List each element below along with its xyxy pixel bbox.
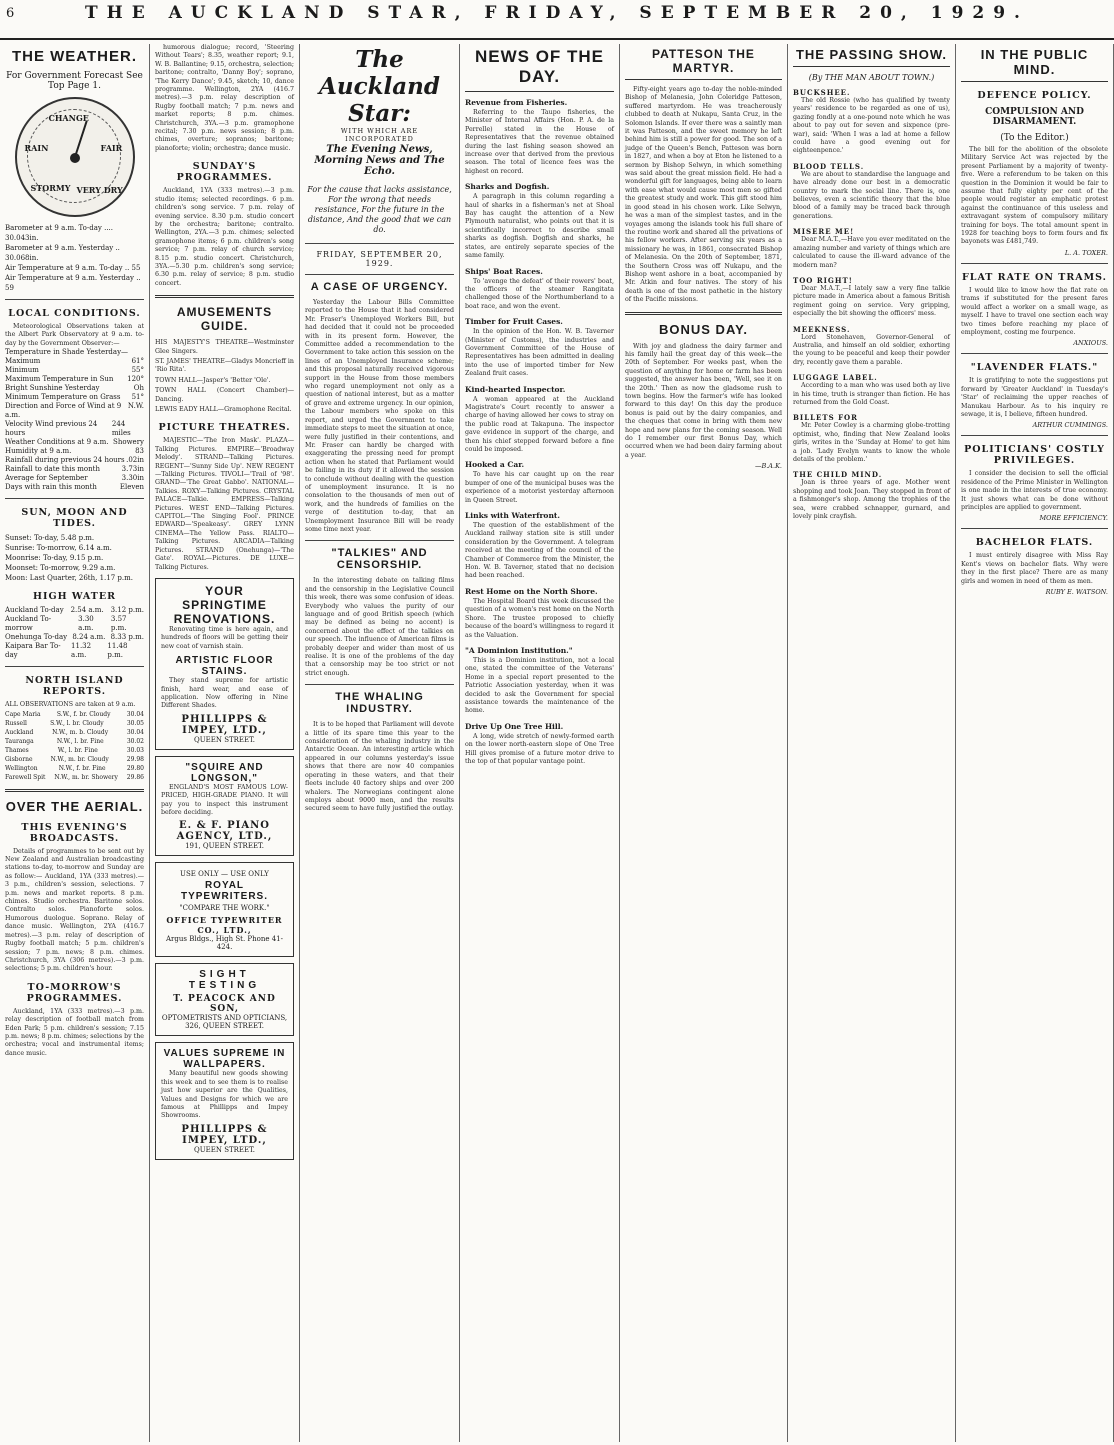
letter-title: "LAVENDER FLATS."	[970, 362, 1099, 374]
aerial-subtitle: THIS EVENING'S BROADCASTS.	[21, 821, 128, 844]
news-text: To have his car caught up on the rear bumper of one of the municipal buses was the experience of a motorist yesterday afternoon in Queen Street.	[465, 471, 614, 504]
letter-text: It is gratifying to note the suggestions put forward by 'Greater Auckland' in Tuesday's 'Star' of reclaiming the upper reaches of Manukau Harbour. As to his inquiry re sewage, it is, I believe, fifteen hundred.	[961, 377, 1108, 418]
ad-address: 191, QUEEN STREET.	[185, 842, 264, 851]
ad-wallpapers	[155, 1042, 294, 1159]
row-value: 51°	[131, 393, 144, 402]
row-label: Minimum	[5, 366, 39, 375]
news-subhead: Revenue from Fisheries.	[465, 98, 568, 107]
ad-floor-stains	[155, 578, 294, 750]
weather-title: THE WEATHER.	[11, 48, 138, 65]
table-row	[5, 615, 144, 633]
column-news	[460, 44, 620, 1442]
row-label: Maximum Temperature in Sun	[5, 375, 114, 384]
item-text: Dear M.A.T.,—Have you ever meditated on the amazing number and variety of things which are calculated to cause the ill-ward advance of the modern man?	[793, 236, 950, 269]
ad-text: Renovating time is here again, and hundreds of floors will be getting their new coat of varnish stain.	[161, 625, 288, 650]
item-text: The old Rossie (who has qualified by twenty years' residence to be regarded as one of us), gazing fondly at a one-pound note which he was about to pay out for seven and sixpence (pre-war), said: 'When I was a lad at home a fellow could have a good evening out for eighteenpence.'	[793, 97, 950, 155]
row-value: 244 miles	[111, 420, 131, 438]
table-row	[5, 366, 144, 375]
news-text: Referring to the Taupo fisheries, the Minister of Internal Affairs (Hon. P. A. de la Perrelle) stated in the House of Representatives that the revenue obtained during the last fishing season showed an increase over that derived from the previous season. The total of licence fees was the highest on record.	[465, 109, 614, 175]
barometer-label-rain: RAIN	[24, 143, 49, 153]
reading-line: Air Temperature at 9 a.m. To-day .. 55	[5, 264, 141, 272]
row-value: 83	[135, 447, 144, 456]
passing-show-items	[793, 88, 950, 521]
table-cell: S.W., l. br. Cloudy	[50, 719, 104, 727]
divider	[5, 666, 144, 667]
ad-sight-testing	[155, 963, 294, 1036]
column-programmes	[150, 44, 300, 1442]
motto: For the cause that lacks assistance, For the wrong that needs resistance, For the future in the distance, And the good that we can do.	[307, 185, 452, 234]
editorial-title: A CASE OF URGENCY.	[310, 281, 449, 293]
table-cell: 30.04	[126, 728, 144, 736]
letter-signature: RUBY E. WATSON.	[1045, 588, 1108, 596]
row-label: Days with rain this month	[5, 483, 97, 492]
table-cell: 11.32 a.m.	[71, 642, 92, 660]
item-text: Dear M.A.T.,—I lately saw a very fine talkie picture made in America about a famous British regiment going on service. Very gripping, especially the bit showing the officers' mess.	[793, 284, 950, 318]
page-number: 6	[6, 6, 15, 21]
divider	[305, 243, 454, 244]
barometer-label-very-dry: VERY DRY	[76, 185, 123, 195]
divider	[5, 498, 144, 499]
row-label: Velocity Wind previous 24 hours	[5, 420, 98, 438]
editorial-title: "TALKIES" AND CENSORSHIP.	[331, 547, 428, 572]
ad-title: SIGHT TESTING	[188, 969, 261, 992]
divider	[305, 684, 454, 685]
news-title: NEWS OF THE DAY.	[465, 47, 614, 92]
editorial-title: THE WHALING INDUSTRY.	[335, 691, 424, 716]
item-text: Mr. Peter Cowley is a charming globe-trotting optimist, who, finding that New Zealand looks girls, writes in the 'Sunday at Home' to get him a job. 'Lady Evelyn wants to know the whole details of the problem.'	[793, 422, 950, 463]
passing-show-title: THE PASSING SHOW.	[793, 47, 950, 67]
reports-note: ALL OBSERVATIONS are taken at 9 a.m.	[5, 701, 136, 709]
news-text: The question of the establishment of the Auckland railway station site is still under consideration by the Government. A telegram received at the meeting of the council of the Chamber of Commerce from the Minister, the Hon. W. B. Taverner, stated that no decision had been reached.	[465, 522, 614, 580]
letter-signature: ARTHUR CUMMINGS.	[1032, 421, 1108, 430]
letter-to-editor: (To the Editor.)	[1000, 133, 1069, 143]
table-cell: 30.05	[126, 719, 144, 727]
divider	[155, 295, 294, 298]
ad-address: Argus Bldgs., High St. Phone 41-424.	[165, 935, 284, 952]
letter-title: DEFENCE POLICY.	[977, 90, 1092, 101]
column-editorial	[300, 44, 460, 1442]
table-cell: N.W., m. br. Cloudy	[50, 755, 109, 763]
table-row	[5, 633, 144, 642]
editorial-text: It is to be hoped that Parliament will devote a little of its spare time this year to the consideration of the whaling industry in the Antarctic Ocean. An interesting article which appeared in our columns yesterday's issue shows that there are now 40 companies operating in these waters, and that their fleets include 40 factory ships and over 200 whalers. The Norwegians contingent alone employs about 9000 men, and the results secured seem to have fully justified the outlay.	[305, 721, 454, 813]
letter-text: I would like to know how the flat rate on trams if substituted for the present fares would affect a worker on a small wage, as myself. I have to travel one section each way two times before reaching my place of employment, costing me fourpence.	[961, 286, 1108, 336]
table-cell: 11.48 p.m.	[107, 642, 128, 660]
letter-title: FLAT RATE ON TRAMS.	[962, 271, 1107, 283]
row-label: Direction and Force of Wind at 9 a.m.	[5, 402, 122, 420]
table-cell: Onehunga To-day	[5, 633, 68, 642]
reading-line: Air Temperature at 9 a.m. Yesterday .. 59	[5, 274, 141, 292]
amusements-title: AMUSEMENTS GUIDE.	[176, 305, 273, 334]
public-mind-title: IN THE PUBLIC MIND.	[961, 47, 1108, 82]
side-heading: MEEKNESS.	[793, 324, 851, 334]
pictures-title: PICTURE THEATRES.	[158, 422, 291, 434]
news-subhead: "A Dominion Institution."	[465, 645, 573, 655]
side-heading: THE CHILD MIND.	[793, 470, 883, 480]
row-value: 3.73in	[121, 465, 144, 474]
dateline: FRIDAY, SEPTEMBER 20, 1929.	[316, 250, 443, 268]
list-item: TOWN HALL (Concert Chamber)—Dancing.	[155, 387, 294, 403]
news-text: This is a Dominion institution, not a local one, stated the committee of the Veterans' Home in a special report presented to the Patriotic Association yesterday, when it was decided to ask the Government for special assistance towards the maintenance of the home.	[465, 656, 614, 715]
local-conditions-table	[5, 348, 144, 492]
table-row	[5, 710, 144, 719]
table-cell: Auckland To-morrow	[5, 615, 52, 633]
ad-body: They stand supreme for artistic finish, hard wear, and ease of application. Now offering in Nine Different Shades.	[161, 677, 288, 710]
table-row	[5, 606, 144, 615]
table-cell: Cape Maria	[5, 710, 41, 718]
divider	[5, 789, 144, 792]
ad-head: ROYAL TYPEWRITERS.	[180, 880, 268, 903]
barometer-hub	[70, 153, 80, 163]
table-row	[5, 728, 144, 737]
table-cell: 3.12 p.m.	[110, 606, 144, 615]
column-weather	[0, 44, 150, 1442]
table-row	[5, 465, 144, 474]
table-cell: N.W., l. br. Fine	[56, 737, 104, 745]
ad-title: YOUR SPRINGTIME RENOVATIONS.	[173, 583, 276, 626]
side-heading: TOO RIGHT!	[793, 275, 853, 285]
ad-title: "SQUIRE AND LONGSON,"	[185, 761, 264, 784]
letter-title: POLITICIANS' COSTLY PRIVILEGES.	[964, 444, 1105, 467]
side-heading: BUCKSHEE.	[793, 88, 851, 97]
row-label: Rainfall to date this month	[5, 465, 100, 474]
table-cell: Wellington	[5, 764, 38, 772]
news-text: A long, wide stretch of newly-formed earth on the lower north-eastern slope of One Tree Hill gives promise of a future motor drive to the top of that popular vantage point.	[465, 732, 614, 765]
table-cell: Russell	[5, 719, 27, 727]
list-item: HIS MAJESTY'S THEATRE—Westminster Glee Singers.	[155, 339, 294, 355]
table-row	[5, 746, 144, 755]
reading-line: Barometer at 9 a.m. Yesterday .. 30.068in.	[5, 244, 120, 262]
table-row	[5, 483, 144, 492]
side-heading: BLOOD TELLS.	[793, 161, 865, 171]
ad-firm: PHILLIPPS & IMPEY, LTD.,	[181, 1123, 268, 1146]
ad-firm: E. & F. PIANO AGENCY, LTD.,	[176, 820, 273, 843]
table-cell: 29.80	[126, 764, 144, 772]
table-row	[5, 384, 144, 393]
radio-text: humorous dialogue; record, 'Steering Without Tears'; 8.35, weather report; 9.1, W. B. Ballantine; 9.15, orchestra, selection; baritone; contralto, 'Danny Boy'; soprano, 'The Kerry Dance'; 9.45, sketch; 10, dance programme. Wellington, 2YA (416.7 metres).—3 p.m. relay description of Rugby football match; 7 p.m. news and market reports; 8 p.m. chimes. Christchurch, 3YA.—3 p.m. gramophone recital; 7.30 p.m. news session; 8 p.m. chimes, overture; sopranos; baritone; pianoforte; violin; orchestra; dance music.	[155, 44, 294, 152]
ad-firm: PHILLIPPS & IMPEY, LTD.,	[181, 713, 268, 736]
table-cell: 8.24 a.m.	[72, 633, 106, 642]
row-label: Bright Sunshine Yesterday	[5, 384, 100, 393]
ad-text: OPTOMETRISTS AND OPTICIANS, 326, QUEEN STREET.	[161, 1014, 288, 1031]
news-subhead: Timber for Fruit Cases.	[465, 317, 563, 327]
letter-text: I consider the decision to sell the official residence of the Prime Minister in Wellington is one made in the interests of true economy. It just shows what can be done without principles are applied to government.	[961, 470, 1108, 511]
list-item: LEWIS EADY HALL—Gramophone Recital.	[155, 406, 292, 413]
divider	[961, 528, 1108, 529]
divider	[625, 312, 782, 315]
divider	[961, 263, 1108, 264]
table-cell: 3.57 p.m.	[110, 615, 127, 633]
table-row	[5, 402, 144, 420]
bonus-signature: —B.A.K.	[754, 462, 782, 471]
forecast-note: For Government Forecast See Top Page 1.	[6, 71, 143, 91]
side-heading: BILLETS FOR	[793, 413, 858, 423]
row-label: Temperature in Shade Yesterday—	[5, 348, 129, 357]
row-value: 120°	[127, 375, 144, 384]
divider	[961, 435, 1108, 436]
item-text: Joan is three years of age. Mother went shopping and took Joan. They stopped in front of a fishmonger's shop. Among the trophies of the sea, were crabbed schnapper, gurnard, and lovely pink crayfish.	[793, 479, 950, 521]
high-water-title: HIGH WATER	[33, 591, 116, 603]
north-island-table	[5, 710, 144, 782]
news-subhead: Drive Up One Tree Hill.	[465, 721, 564, 731]
list-item: Moonset: To-morrow, 9.29 a.m.	[5, 564, 116, 573]
news-subhead: Rest Home on the North Shore.	[465, 586, 598, 596]
list-item: Sunset: To-day, 5.48 p.m.	[5, 534, 95, 543]
news-subhead: Ships' Boat Races.	[465, 266, 543, 276]
table-cell: 2.54 a.m.	[70, 606, 104, 615]
news-items	[465, 98, 614, 766]
editorial-text: In the interesting debate on talking films and the censorship in the Legislative Council this week, there was some confusion of ideas. Everybody who values the purity of our language and of good British speech (which may be defined as being no accent) is concerned about the effect of the talkies on our speech. The influence of American films is probably deeper and wider than most of us realise. It is one of the problems of the day that a censorship may be too strict or not strict enough.	[305, 577, 454, 677]
nameplate: The Auckland Star:	[319, 46, 440, 127]
table-row	[5, 773, 144, 782]
list-item: Moonrise: To-day, 9.15 p.m.	[5, 554, 104, 563]
table-cell: 30.02	[126, 737, 144, 745]
letter-signature: MORE EFFICIENCY.	[1039, 514, 1108, 523]
column-public-mind	[956, 44, 1114, 1442]
divider	[961, 353, 1108, 354]
letter-signature: L. A. TOXER.	[1064, 248, 1108, 257]
row-value: .02in	[126, 456, 144, 465]
north-island-title: NORTH ISLAND REPORTS.	[25, 675, 124, 698]
high-water-table	[5, 606, 144, 660]
table-cell: 3.30 a.m.	[78, 615, 94, 633]
letter-signature: ANXIOUS.	[1073, 339, 1108, 348]
row-value: Showery	[113, 438, 144, 447]
row-label: Maximum	[5, 357, 41, 366]
news-text: A paragraph in this column regarding a haul of sharks in a fisherman's net at Shoal Bay has caught the attention of a New Plymouth naturalist, who points out that it is scientifically incorrect to describe small sharks as dogfish. Dogfish and sharks, he states, are entirely separate species of the same family.	[465, 193, 614, 260]
sun-moon-title: SUN, MOON AND TIDES.	[21, 507, 128, 530]
news-subhead: Links with Waterfront.	[465, 511, 560, 521]
news-text: To 'avenge the defeat' of their rowers' boat, the officers of the steamer Rangitata challenged those of the Northumberland to a boat race, and won the event.	[465, 277, 614, 310]
ad-sub: "COMPARE THE WORK."	[179, 904, 270, 913]
ad-piano	[155, 756, 294, 857]
patteson-title: PATTESON THE MARTYR.	[625, 47, 782, 80]
tomorrow-title: TO-MORROW'S PROGRAMMES.	[26, 981, 123, 1004]
row-value: 55°	[131, 366, 144, 375]
nameplate-with: WITH WHICH ARE INCORPORATED	[340, 127, 419, 143]
table-cell: N.W., m. br. Showery	[54, 773, 118, 781]
list-item: Sunrise: To-morrow, 6.14 a.m.	[5, 544, 112, 553]
table-cell: Gisborne	[5, 755, 33, 763]
local-conditions-title: LOCAL CONDITIONS.	[8, 308, 141, 319]
list-item: ST. JAMES' THEATRE—Gladys Moncrieff in 'Rio Rita'.	[155, 357, 294, 374]
barometer-label-fair: FAIR	[100, 143, 123, 153]
barometer-label-change: CHANGE	[48, 113, 89, 123]
bonus-text: With joy and gladness the dairy farmer and his family hail the great day of this week—the 20th of September. For weeks past, when the question of anything for home or farm has been suggested, the answer has been, 'Well, see it on the 20th.' Then as now the gladsome rush to town begins. How the farmer's wife has looked forward to this day! On this day the produce bonus is paid out by the dairy companies, and the cheques that come in bring with them new hope and new plans for the coming season. Well do I remember our first Bonus Day, which occurred when we had been dairy farming about a year.	[625, 342, 782, 459]
sunday-title: SUNDAY'S PROGRAMMES.	[176, 161, 273, 184]
news-subhead: Kind-hearted Inspector.	[465, 384, 566, 394]
row-value: Oh	[133, 384, 144, 393]
amusements-list	[155, 339, 294, 414]
table-cell: Thames	[5, 746, 29, 754]
side-heading: MISERE ME!	[793, 227, 855, 237]
letter-title: BACHELOR FLATS.	[975, 537, 1094, 549]
row-label: Rainfall during previous 24 hours	[5, 456, 125, 465]
row-label: Weather Conditions at 9 a.m.	[5, 438, 109, 447]
ad-address: QUEEN STREET.	[193, 735, 256, 744]
sunday-text: Auckland, 1YA (333 metres).—3 p.m. studio items; selected recordings. 6 p.m. children's song service. 7 p.m. relay of evening service. 8.30 p.m. studio concert by the orchestra; baritone; contralto. Wellington, 2YA.—3 p.m. chimes; selected gramophone items; 6 p.m. children's song service; 7 p.m. relay of church service; 8.15 p.m. studio concert. Christchurch, 3YA.—5.30 p.m. children's song service; 6.30 p.m. relay of service; 8 p.m. studio concert.	[155, 187, 294, 287]
table-cell: S.W., f. br. Cloudy	[56, 710, 111, 718]
table-cell: 29.86	[126, 773, 144, 781]
table-cell: W., l. br. Fine	[57, 746, 98, 754]
table-row	[5, 357, 144, 366]
table-cell: Auckland	[5, 728, 34, 736]
local-conditions-text: Meteorological Observations taken at the Albert Park Observatory at 9 a.m. to-day by the Government Observer:—	[5, 323, 144, 347]
table-row	[5, 755, 144, 764]
table-row	[5, 447, 144, 456]
letter-subtitle: COMPULSION AND DISARMAMENT.	[985, 107, 1084, 127]
table-row	[5, 456, 144, 465]
aerial-title: OVER THE AERIAL.	[5, 798, 144, 814]
ad-firm: T. PEACOCK AND SON,	[173, 994, 276, 1015]
news-text: In the opinion of the Hon. W. B. Taverner (Minister of Customs), the industries and Government Committee of the House of Representatives has been admitted in dealing into the use of imported timber for New Zealand fruit cases.	[465, 328, 614, 378]
row-label: Humidity at 9 a.m.	[5, 447, 72, 456]
table-row	[5, 737, 144, 746]
divider	[305, 540, 454, 541]
news-subhead: Sharks and Dogfish.	[465, 182, 550, 192]
tomorrow-text: Auckland, 1YA (333 metres).—3 p.m. relay description of football match from Eden Park; 5 p.m. children's session; 7.15 p.m. news; 8 p.m. chimes; selections by the orchestra; vocal and instrumental items; dance music.	[5, 1007, 144, 1057]
item-text: Lord Stonehaven, Governor-General of Australia, and himself an old soldier, exhorting the young to be peaceful and keep their powder dry, recently gave them a parable.	[793, 333, 950, 366]
patteson-text: Fifty-eight years ago to-day the noble-minded Bishop of Melanesia, John Coleridge Patteson, suffered martyrdom. He was treacherously clubbed to death at Nukapu, Santa Cruz, in the Solomon Islands. If ever there was a saintly man it was Patteson, and the sweet memory he left behind him is still a power for good. The son of a judge of the Queen's Bench, Patteson was born in 1827, and when a boy at Eton he listened to a sermon by Bishop Selwyn, in which something was said about the great mission field. He had a wonderful gift for languages, being able to learn with ease what would cause most men so gifted the greatest study and work. This gift stood him in good stead in his chosen work. Like Selwyn, he was a man of the simplest tastes, and in the voyages among the islands took his full share of the routine work and shared all the privations of his fellow workers. After serving six years as a missionary he was, in 1861, consecrated Bishop of Melanesia. On the 20th of September, 1871, the Southern Cross was off Nukapu, and the Bishop went ashore in a boat, accompanied by Mr. Atkin and four natives. The story of his death is one of the most pathetic in the history of the Pacific missions.	[625, 86, 782, 304]
news-text: The Hospital Board this week discussed the question of a women's rest home on the North Shore. The trustee proposed to chiefly because of the board's willingness to regard it as the Valuation.	[465, 597, 614, 639]
ad-text: Many beautiful new goods showing this week and to see them is to realise just how superior are the Qualities, Values and Designs for which we are famous at Phillipps and Impey Showrooms.	[161, 1070, 288, 1120]
aerial-text: Details of programmes to be sent out by New Zealand and Australian broadcasting stations to-day, to-morrow and Sunday are as follow:— Auckland, 1YA (333 metres).—3 p.m., children's session, selections. 7 p.m. news and market reports. 8 p.m. chimes. Studio orchestra. Baritone solos. Contralto solos. Pianoforte solos. Humorous duologue. Soprano. Relay of dance music. Wellington, 2YA (416.7 metres).—3 p.m. relay of description of Rugby football match; 5 p.m. children's session; 7 p.m. news; 8 p.m. chimes. Christchurch, 3YA (306 metres).—3 p.m. selections; 5 p.m. children's hour.	[5, 847, 144, 973]
column-patteson	[620, 44, 788, 1442]
list-item: TOWN HALL—Jasper's 'Better 'Ole'.	[155, 376, 271, 384]
table-cell: 30.04	[126, 710, 144, 718]
passing-show-byline: (By THE MAN ABOUT TOWN.)	[808, 73, 935, 82]
news-text: A woman appeared at the Auckland Magistrate's Court recently to answer a charge of having allowed her cows to stray on the public road at Takapuna. The inspector gave evidence in support of the charge, and then his chief stepped forward before a fine could be imposed.	[465, 395, 614, 453]
news-subhead: Hooked a Car.	[465, 460, 525, 470]
table-row	[5, 764, 144, 773]
row-label: Minimum Temperature on Grass	[5, 393, 121, 402]
side-heading: LUGGAGE LABEL.	[793, 373, 878, 383]
divider	[305, 274, 454, 275]
table-cell: Farewell Spit	[5, 773, 46, 781]
table-row	[5, 642, 144, 660]
barometer-label-stormy: STORMY	[30, 183, 71, 193]
ad-title: VALUES SUPREME IN WALLPAPERS.	[163, 1048, 286, 1071]
ad-typewriters	[155, 862, 294, 957]
table-cell: Tauranga	[5, 737, 34, 745]
list-item: Moon: Last Quarter, 26th, 1.17 p.m.	[5, 574, 133, 583]
letter-text: I must entirely disagree with Miss Ray Kent's views on bachelor flats. Why were they in the first place? There are as many girls and women in need of them as men.	[961, 552, 1108, 585]
item-text: We are about to standardise the language and have already done our best in a democratic country to mark the social line. There is, one believes, even a scientific theory that the blue blood of a family may be traced back through generations.	[793, 170, 950, 220]
row-value: Eleven	[119, 483, 144, 492]
row-value: 61°	[131, 357, 144, 366]
table-row	[5, 474, 144, 483]
ad-firm: OFFICE TYPEWRITER CO., LTD.,	[166, 915, 283, 936]
sun-moon-list	[5, 533, 144, 583]
table-cell: N.W., f. br. Fine	[58, 764, 106, 772]
reading-line: Barometer at 9 a.m. To-day .... 30.043in.	[5, 224, 114, 242]
ad-address: QUEEN STREET.	[193, 1145, 256, 1154]
table-row	[5, 420, 144, 438]
table-row	[5, 393, 144, 402]
paper-title: THE AUCKLAND STAR, FRIDAY, SEPTEMBER 20, 1929.	[85, 3, 1029, 23]
table-cell: Auckland To-day	[5, 606, 64, 615]
table-row	[5, 375, 144, 384]
bonus-title: BONUS DAY.	[659, 321, 748, 337]
item-text: According to a man who was used both ay live in his time, truth is stranger than fiction. He has returned from the Gold Coast.	[793, 382, 950, 406]
ad-title: USE ONLY — USE ONLY	[180, 870, 269, 879]
row-label: Average for September	[5, 474, 88, 483]
table-row	[5, 719, 144, 728]
divider	[5, 299, 144, 300]
pictures-text: MAJESTIC—'The Iron Mask'. PLAZA—Talking Pictures. EMPIRE—'Broadway Melody'. STRAND—Talking Pictures. REGENT—'Sunny Side Up'. NEW REGENT—Talking Pictures. TIVOLI—'Trail of '98'. GRAND—'The Great Gabbo'. NATIONAL—Talkies. ROXY—Talking Pictures. CRYSTAL PALACE—Talkie. EMPRESS—Talking Pictures. WEST END—Talking Pictures. CAPITOL—'The Singing Fool'. PRINCE EDWARD—'Speakeasy'. GREY LYNN CINEMA—The Yellow Pass. RIALTO—Talking Pictures. ARCADIA—Talking Pictures. STRAND (Onehunga)—'The Gate'. ROYAL—Pictures. DE LUXE—Talking Pictures.	[155, 437, 294, 571]
column-passing-show	[788, 44, 956, 1442]
barometer-readings	[5, 223, 144, 293]
table-cell: 8.33 p.m.	[110, 633, 144, 642]
table-cell: N.W., m. b. Cloudy	[52, 728, 109, 736]
table-cell: Kaipara Bar To-day	[5, 642, 61, 660]
table-row	[5, 438, 144, 447]
barometer-dial	[15, 97, 135, 217]
row-value: 3.30in	[121, 474, 144, 483]
ad-head: ARTISTIC FLOOR STAINS.	[175, 655, 274, 678]
table-cell: 30.03	[126, 746, 144, 754]
table-cell: 29.98	[126, 755, 144, 763]
ad-text: ENGLAND'S MOST FAMOUS LOW-PRICED, HIGH-GRADE PIANO. It will pay you to inspect this instrument before deciding.	[161, 783, 288, 816]
row-value: N.W.	[127, 402, 144, 411]
editorial-text: Yesterday the Labour Bills Committee reported to the House that it had considered Mr. Fraser's Unemployed Workers Bill, but had decided that it could not be proceeded with in its present form. However, the Committee added a recommendation to the Government to take action this session on the lines of an Unemployed Insurance scheme; and this proposal naturally received vigorous support in the House from those members who regard unemployment not only as a question of national interest, but as a matter of grave and extreme urgency. In our opinion, the Labour members who spoke on this report, and urged the Government to take immediate steps to meet the situation at once, were fully justified in their contentions, and Mr. Fraser can hardly be charged with exaggerating the pressing need for prompt action when he stated that Parliament would be failing in its duty if it allowed the session to conclude without dealing with the question of unemployment insurance. It is no consolation to the thousands of men out of work, and the hundreds of families on the verge of destitution to-day, that an Unemployment Insurance Bill will be ready some time next year.	[305, 299, 454, 533]
masthead	[0, 0, 1114, 40]
letter-text: The bill for the abolition of the obsolete Military Service Act was rejected by the present Parliament by a majority of twenty-five. Were a referendum to be taken on this question in the Dominion it would be fair to assume that fully eighty per cent of the people would register an emphatic protest against the continuance of this useless and extravagant system of compulsory military training for boys. The total amount spent in 1928 for teaching boys to form fours and fix bayonets was £481,749.	[961, 146, 1108, 246]
nameplate-incorporated: The Evening News, Morning News and The Echo.	[314, 144, 445, 177]
table-row	[5, 348, 144, 357]
